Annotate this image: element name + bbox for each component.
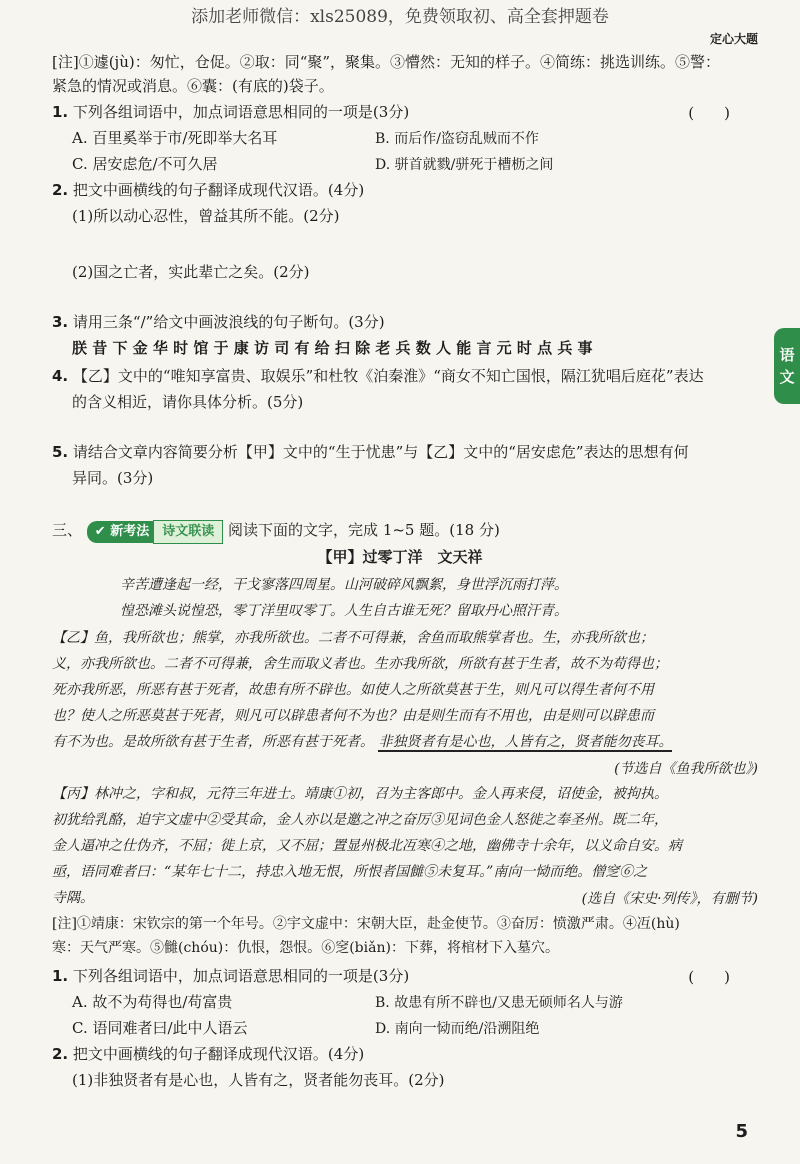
running-head: 定心大题 xyxy=(709,32,758,46)
passage-bing-line-2: 初犹给乳酪，迫宇文虚中②受其命，金人亦以是邀之冲之奋厉③见词色金人怒徙之奉圣州。既二年， xyxy=(52,812,668,828)
subject-side-tab[interactable] xyxy=(774,328,800,404)
q3-sentence: 朕 昔 下 金 华 时 馆 于 康 访 司 有 给 扫 除 老 兵 数 人 能 言 元 时 点 兵 事 xyxy=(72,339,593,357)
q2b-sub-1: (1)非独贤者有是心也，人皆有之，贤者能勿丧耳。(2分) xyxy=(72,1071,445,1089)
question-number: 2. xyxy=(52,1045,69,1063)
notes-top-line-2: 紧急的情况或消息。⑥囊：(有底的)袋子。 xyxy=(52,77,334,95)
question-text: 下列各组词语中，加点词语意思相同的一项是(3分) xyxy=(72,103,410,121)
side-tab-char-2: 文 xyxy=(779,368,795,386)
new-format-badge xyxy=(87,521,157,543)
poem-prose-badge: 诗文联读 xyxy=(153,520,223,544)
question-1 xyxy=(52,102,409,122)
question-1b xyxy=(52,966,409,986)
passage-bing-line-5: 寺隅。 xyxy=(52,890,94,906)
option-b[interactable]: B. 故患有所不辟也/又患无硕师名人与游 xyxy=(375,995,623,1011)
passage-yi-line-5 xyxy=(52,732,672,752)
option-c[interactable]: C. 居安虑危/不可久居 xyxy=(72,155,218,173)
notes-bottom-line-1: [注]①靖康：宋钦宗的第一个年号。②宇文虚中：宋朝大臣，赴金使节。③奋厉：愤激严肃。④冱(hù) xyxy=(52,916,680,932)
answer-bracket[interactable]: ( ) xyxy=(688,104,730,122)
question-text-line-1: 请结合文章内容简要分析【甲】文中的“生于忧患”与【乙】文中的“居安虑危”表达的思想有何 xyxy=(72,443,689,461)
notes-top-line-1: [注]①遽(jù)：匆忙，仓促。②取：同“聚”，聚集。③懵然：无知的样子。④简练：挑选训练。⑤警： xyxy=(52,53,721,71)
side-tab-char-1: 语 xyxy=(779,346,795,364)
question-text: 请用三条“/”给文中画波浪线的句子断句。(3分) xyxy=(72,313,385,331)
question-number: 3. xyxy=(52,313,69,331)
passage-yi-line-3: 死亦我所恶，所恶有甚于死者，故患有所不辟也。如使人之所欲莫甚于生，则凡可以得生者何不用 xyxy=(52,682,654,698)
question-4-line-2: 的含义相近，请你具体分析。(5分) xyxy=(72,393,304,411)
check-icon: ✔ xyxy=(94,524,106,539)
poem-line-1: 辛苦遭逢起一经，干戈寥落四周星。山河破碎风飘絮，身世浮沉雨打萍。 xyxy=(120,577,568,593)
passage-bing-line-4: 亟，语同难者曰：“某年七十二，持忠入地无恨，所恨者国雠⑤未复耳。”南向一恸而绝。僧窆⑥之 xyxy=(52,864,648,880)
badge-new-label: 新考法 xyxy=(110,524,150,539)
question-number: 4. xyxy=(52,367,69,385)
section-instruction: 阅读下面的文字，完成 1~5 题。(18 分) xyxy=(228,521,500,539)
q2-sub-2: (2)国之亡者，实此辈亡之矣。(2分) xyxy=(72,263,310,281)
question-4 xyxy=(52,366,704,386)
notes-bottom-line-2: 寒：天气严寒。⑤雠(chóu)：仇恨，怨恨。⑥窆(biǎn)：下葬，将棺材下入墓穴。 xyxy=(52,940,559,956)
question-number: 1. xyxy=(52,967,69,985)
answer-bracket[interactable]: ( ) xyxy=(688,968,730,986)
passage-yi-line-2: 义，亦我所欲也。二者不可得兼，舍生而取义者也。生亦我所欲，所欲有甚于生者，故不为苟得也； xyxy=(52,656,668,672)
question-number: 2. xyxy=(52,181,69,199)
question-3 xyxy=(52,312,385,332)
passage-yi-line-1: 【乙】鱼，我所欲也；熊掌，亦我所欲也。二者不可得兼，舍鱼而取熊掌者也。生，亦我所欲也； xyxy=(52,630,654,646)
passage-bing-line-3: 金人逼冲之仕伪齐，不屈；徙上京，又不屈；置显州极北冱寒④之地，幽佛寺十余年，以义命自安。病 xyxy=(52,838,682,854)
question-number: 1. xyxy=(52,103,69,121)
underlined-sentence: 非独贤者有是心也，人皆有之，贤者能勿丧耳。 xyxy=(378,734,673,750)
option-b[interactable]: B. 而后作/盗窃乱贼而不作 xyxy=(375,131,539,147)
question-text: 下列各组词语中，加点词语意思相同的一项是(3分) xyxy=(72,967,410,985)
poem-title: 【甲】过零丁洋 文天祥 xyxy=(317,548,483,566)
question-text: 把文中画横线的句子翻译成现代汉语。(4分) xyxy=(72,181,365,199)
section-3-heading xyxy=(52,520,500,544)
passage-bing-line-1: 【丙】林冲之，字和叔，元符三年进士。靖康①初，召为主客郎中。金人再来侵，诏使金，被拘执。 xyxy=(52,786,668,802)
question-text-line-1: 【乙】文中的“唯知享富贵、取娱乐”和杜牧《泊秦淮》“商女不知亡国恨，隔江犹唱后庭花”表达 xyxy=(72,367,704,385)
question-text: 把文中画横线的句子翻译成现代汉语。(4分) xyxy=(72,1045,365,1063)
question-number: 5. xyxy=(52,443,69,461)
option-d[interactable]: D. 南向一恸而绝/沿溯阻绝 xyxy=(375,1021,540,1037)
poem-line-2: 惶恐滩头说惶恐，零丁洋里叹零丁。人生自古谁无死？留取丹心照汗青。 xyxy=(120,603,568,619)
passage-yi-line-4: 也？使人之所恶莫甚于死者，则凡可以辟患者何不为也？由是则生而有不用也，由是则可以辟患而 xyxy=(52,708,654,724)
question-5 xyxy=(52,442,689,462)
option-a[interactable]: A. 故不为苟得也/苟富贵 xyxy=(72,993,233,1011)
question-5-line-2: 异同。(3分) xyxy=(72,469,154,487)
passage-bing-source: (选自《宋史·列传》，有删节) xyxy=(581,891,758,907)
option-d[interactable]: D. 骈首就戮/骈死于槽枥之间 xyxy=(375,157,554,173)
passage-yi-source: (节选自《鱼我所欲也》) xyxy=(614,761,758,777)
passage-yi-text: 有不为也。是故所欲有甚于生者，所恶有甚于死者。 xyxy=(52,734,374,750)
watermark-text: 添加老师微信：xls25089，免费领取初、高全套押题卷 xyxy=(191,7,609,27)
question-2 xyxy=(52,180,364,200)
question-2b xyxy=(52,1044,364,1064)
q2-sub-1: (1)所以动心忍性，曾益其所不能。(2分) xyxy=(72,207,340,225)
section-prefix: 三、 xyxy=(52,521,83,539)
option-a[interactable]: A. 百里奚举于市/死即举大名耳 xyxy=(72,129,278,147)
option-c[interactable]: C. 语同难者曰/此中人语云 xyxy=(72,1019,248,1037)
page-number: 5 xyxy=(735,1121,748,1142)
